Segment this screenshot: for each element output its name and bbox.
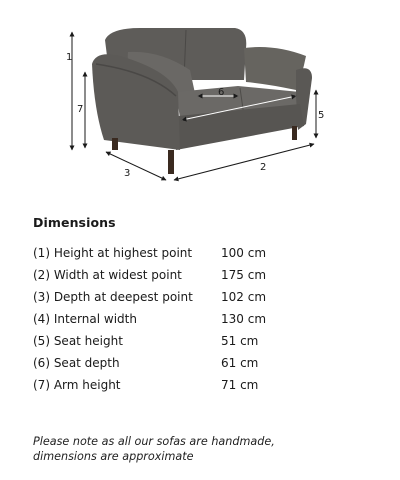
dimension-label: 2 <box>260 162 267 173</box>
dimension-value: 102 cm <box>221 290 267 304</box>
table-row <box>33 331 333 353</box>
dimension-label: 5 <box>318 110 325 121</box>
dimension-label: 6 <box>218 87 225 98</box>
table-row <box>33 353 333 375</box>
sofa-leg <box>112 138 118 150</box>
dimension-value: 71 cm <box>221 378 259 392</box>
sofa-leg <box>168 150 174 174</box>
dimension-name: (4) Internal width <box>33 312 137 326</box>
handmade-note: Please note as all our sofas are handmade, dimensions are approximate <box>33 435 275 463</box>
sofa-leg <box>292 126 297 140</box>
dimension-name: (7) Arm height <box>33 378 121 392</box>
table-row <box>33 265 333 287</box>
table-row <box>33 375 333 397</box>
dimension-name: (5) Seat height <box>33 334 123 348</box>
sofa-dimension-diagram <box>0 0 400 200</box>
dimension-label: 3 <box>124 168 131 179</box>
dimension-value: 130 cm <box>221 312 267 326</box>
dimension-name: (2) Width at widest point <box>33 268 182 282</box>
dimensions-heading: Dimensions <box>33 215 116 230</box>
dimension-name: (1) Height at highest point <box>33 246 193 260</box>
sofa-illustration <box>0 0 400 200</box>
dimension-line-3 <box>106 152 166 180</box>
dimension-label: 7 <box>77 104 84 115</box>
table-row <box>33 243 333 265</box>
dimension-value: 51 cm <box>221 334 259 348</box>
dimensions-table <box>33 243 333 397</box>
dimension-line-2 <box>174 144 314 180</box>
dimension-value: 175 cm <box>221 268 267 282</box>
table-row <box>33 287 333 309</box>
table-row <box>33 309 333 331</box>
dimension-name: (6) Seat depth <box>33 356 120 370</box>
dimension-value: 100 cm <box>221 246 267 260</box>
dimension-value: 61 cm <box>221 356 259 370</box>
dimension-label: 1 <box>66 52 73 63</box>
dimension-name: (3) Depth at deepest point <box>33 290 193 304</box>
